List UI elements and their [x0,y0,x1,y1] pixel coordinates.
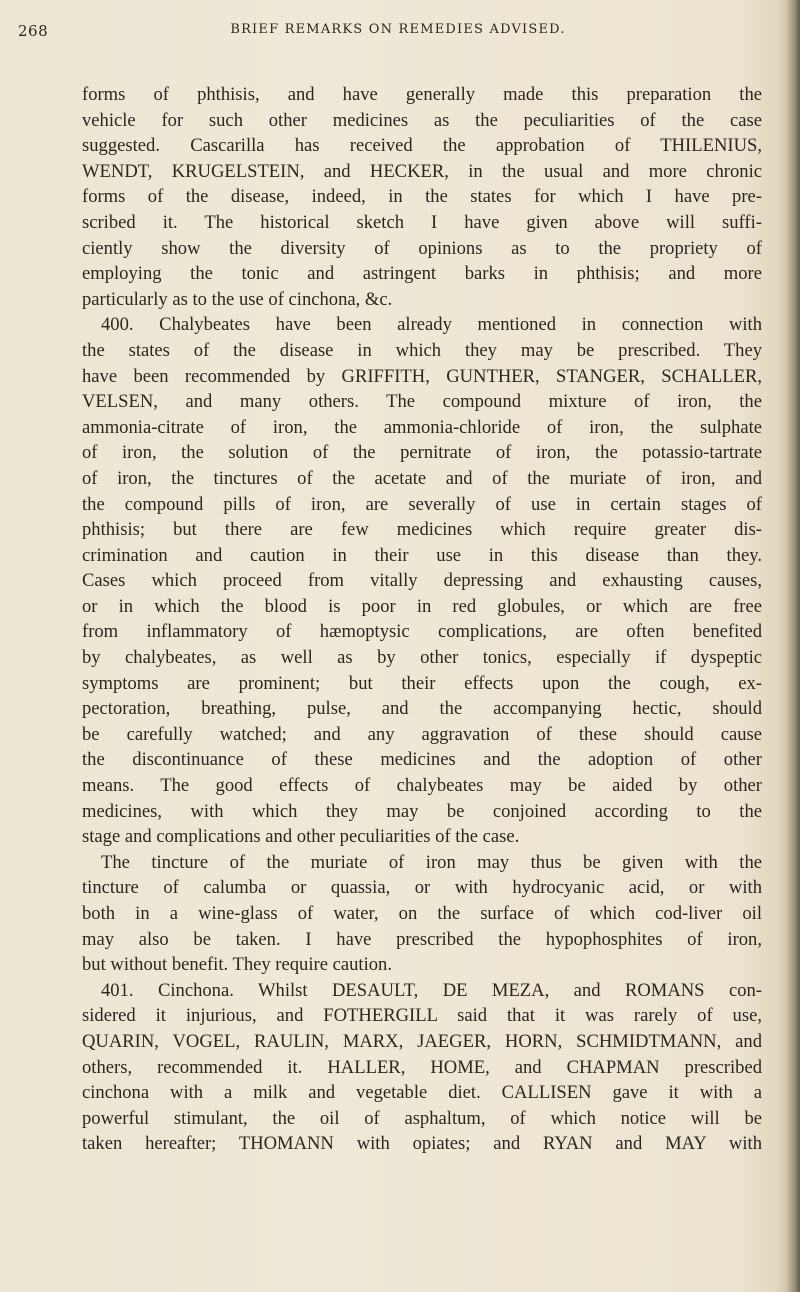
text-line: sidered it injurious, and FOTHERGILL said that it was rarely of use, [82,1005,762,1027]
text-line: of iron, the solution of the pernitrate of iron, the potassio-tartrate [82,442,762,464]
text-line: the discontinuance of these medicines and the adoption of other [82,749,762,771]
text-line: medicines, with which they may be conjoined according to the [82,800,762,822]
text-line: or in which the blood is poor in red globules, or which are free [82,595,762,617]
text-line: may also be taken. I have prescribed the hypophosphites of iron, [82,928,762,950]
text-line: phthisis; but there are few medicines which require greater dis- [82,519,762,541]
text-line: employing the tonic and astringent barks in phthisis; and more [82,263,762,285]
text-line: pectoration, breathing, pulse, and the accompanying hectic, should [82,698,762,720]
text-line: stage and complications and other peculiarities of the case. [82,826,520,848]
text-line: be carefully watched; and any aggravation of these should cause [82,723,762,745]
text-line: have been recommended by GRIFFITH, GUNTHER, STANGER, SCHALLER, [82,365,762,387]
text-line: the compound pills of iron, are severally of use in certain stages of [82,493,762,515]
text-line: others, recommended it. HALLER, HOME, and CHAPMAN prescribed [82,1056,762,1078]
text-line: the states of the disease in which they may be prescribed. They [82,339,762,361]
text-line: means. The good effects of chalybeates may be aided by other [82,775,762,797]
text-line: Cases which proceed from vitally depressing and exhausting causes, [82,570,762,592]
text-line: by chalybeates, as well as by other tonics, especially if dyspeptic [82,647,762,669]
text-line: scribed it. The historical sketch I have given above will suffi- [82,211,762,233]
page-header [18,20,778,42]
paragraph-401-start: 401. Cinchona. Whilst DESAULT, DE MEZA, and ROMANS con- [101,979,762,1001]
text-line: taken hereafter; THOMANN with opiates; and RYAN and MAY with [82,1133,762,1155]
text-line: crimination and caution in their use in this disease than they. [82,544,762,566]
text-line: forms of the disease, indeed, in the states for which I have pre- [82,186,762,208]
paragraph-400-start: 400. Chalybeates have been already mentioned in connection with [101,314,762,336]
text-line: tincture of calumba or quassia, or with hydrocyanic acid, or with [82,877,762,899]
text-line: forms of phthisis, and have generally made this preparation the [82,84,762,105]
page-number: 268 [18,22,49,40]
text-line: ciently show the diversity of opinions as to the propriety of [82,237,762,259]
text-line: suggested. Cascarilla has received the approbation of THILENIUS, [82,135,762,157]
body-text [82,82,762,1157]
text-line: both in a wine-glass of water, on the surface of which cod-liver oil [82,903,762,924]
text-line: particularly as to the use of cinchona, &c. [82,288,393,310]
text-line: QUARIN, VOGEL, RAULIN, MARX, JAEGER, HORN, SCHMIDTMANN, and [82,1030,762,1052]
page-gutter-shadow [786,0,800,1292]
running-head: BRIEF REMARKS ON REMEDIES ADVISED. [230,22,566,37]
text-line: ammonia-citrate of iron, the ammonia-chloride of iron, the sulphate [82,416,762,438]
text-line: but without benefit. They require caution. [82,954,392,976]
text-line: from inflammatory of hæmoptysic complications, are often benefited [82,621,762,643]
text-line: WENDT, KRUGELSTEIN, and HECKER, in the usual and more chronic [82,160,762,182]
text-line: symptoms are prominent; but their effects upon the cough, ex- [82,672,762,694]
text-line: vehicle for such other medicines as the peculiarities of the case [82,109,762,131]
text-line: VELSEN, and many others. The compound mixture of iron, the [82,391,762,413]
text-line: of iron, the tinctures of the acetate and of the muriate of iron, and [82,467,762,489]
text-line: powerful stimulant, the oil of asphaltum, of which notice will be [82,1107,762,1129]
text-line: cinchona with a milk and vegetable diet. CALLISEN gave it with a [82,1082,762,1104]
text-line: The tincture of the muriate of iron may thus be given with the [101,851,762,873]
